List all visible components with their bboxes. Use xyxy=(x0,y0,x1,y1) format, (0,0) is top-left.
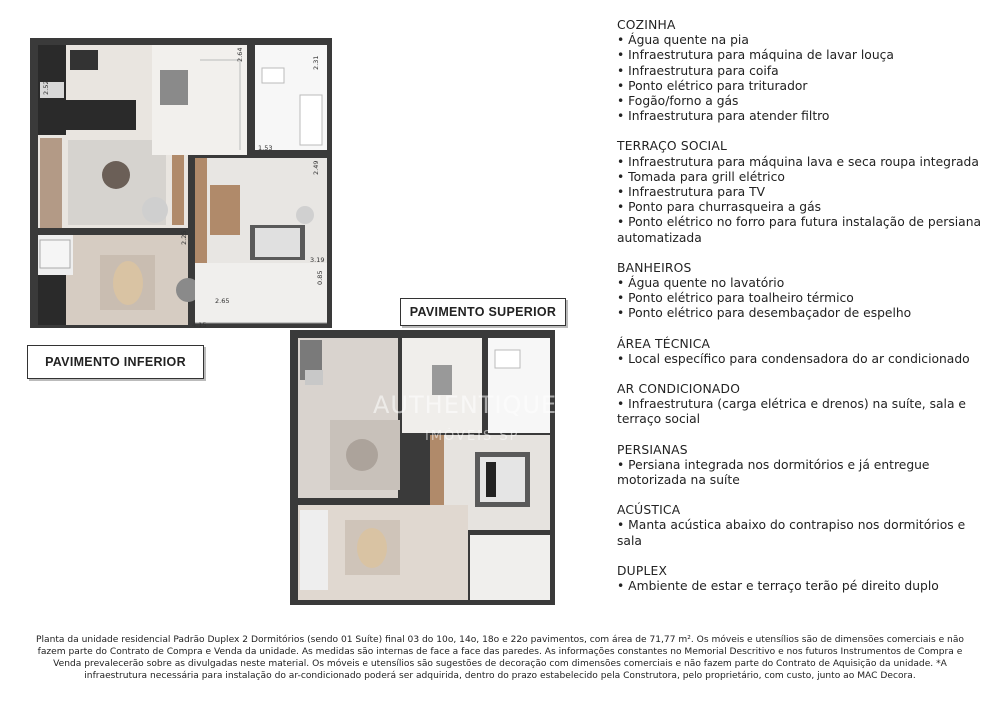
dim-label: 4.15 xyxy=(192,321,207,329)
spec-title: ACÚSTICA xyxy=(617,503,681,518)
bedroom-wardrobe xyxy=(195,158,207,263)
sofa xyxy=(40,138,62,228)
tv-panel xyxy=(172,150,184,225)
spec-section xyxy=(617,503,992,549)
desk xyxy=(210,185,240,235)
shower xyxy=(300,95,322,145)
spec-item: • Infraestrutura para máquina lava e seca roupa integrada xyxy=(617,155,992,170)
spec-section xyxy=(617,382,992,428)
toilet xyxy=(262,68,284,83)
spec-item: • Infraestrutura (carga elétrica e drenos) na suíte, sala e terraço social xyxy=(617,397,992,427)
kitchen-island xyxy=(66,100,136,130)
lower-floor-label: PAVIMENTO INFERIOR xyxy=(27,345,204,379)
bed-linen xyxy=(255,228,300,257)
dim-label: 2.25 xyxy=(180,230,188,245)
spec-item: • Infraestrutura para atender filtro xyxy=(617,109,992,124)
legal-disclaimer: Planta da unidade residencial Padrão Duplex 2 Dormitórios (sendo 01 Suíte) final 03 do 10o, 14o, 18o e 22o pavimentos, com área de 71,77 m². Os móveis e utensílios são de dimensões comerciais e não fazem parte do Contrato de Compra e Venda da unidade. As medidas são internas de face a face das paredes. As informações constantes no Memorial Descritivo e nos futuros Instrumentos de Compra e Venda prevalecerão sobre as divulgadas neste material. Os móveis e utensílios são sugestões de decoração com dimensões comerciais e não fazem parte do Contrato de Aquisição da unidade. *A infraestrutura necessária para instalação do ar-condicionado poderá ser adquirida, dentro do prazo estabelecido pela Construtora, pelo proprietário, com custo, junto ao MAC Decora. xyxy=(36,635,964,681)
spec-item: • Água quente no lavatório xyxy=(617,276,992,291)
upper-floor-label: PAVIMENTO SUPERIOR xyxy=(400,298,566,326)
spec-item: • Ponto elétrico no forro para futura instalação de persiana automatizada xyxy=(617,215,992,245)
spec-title: ÁREA TÉCNICA xyxy=(617,336,711,351)
spec-item: • Ponto elétrico para desembaçador de espelho xyxy=(617,306,992,321)
spec-section xyxy=(617,564,992,594)
grill-counter xyxy=(38,275,66,325)
spec-title: PERSIANAS xyxy=(617,442,688,457)
watermark-line1: AUTHENTIQUE xyxy=(373,391,558,419)
cooktop xyxy=(70,50,98,70)
spec-section xyxy=(617,443,992,489)
dim-label: 2.65 xyxy=(215,297,230,305)
spec-item: • Manta acústica abaixo do contrapiso nos dormitórios e sala xyxy=(617,518,992,548)
spec-item: • Ponto elétrico para toalheiro térmico xyxy=(617,291,992,306)
spec-item: • Água quente na pia xyxy=(617,33,992,48)
dim-label: 2.52 xyxy=(42,80,50,95)
spec-item: • Ponto elétrico para triturador xyxy=(617,79,992,94)
coffee-table xyxy=(102,161,130,189)
spec-title: TERRAÇO SOCIAL xyxy=(617,139,728,154)
upper-balcony xyxy=(470,535,550,600)
spec-item: • Fogão/forno a gás xyxy=(617,94,992,109)
spec-section xyxy=(617,337,992,367)
dim-label: 3.19 xyxy=(310,256,325,264)
spec-title: DUPLEX xyxy=(617,563,668,578)
washer xyxy=(40,240,70,268)
spec-title: AR CONDICIONADO xyxy=(617,382,741,397)
lower-floor-plan xyxy=(30,38,332,328)
spec-item: • Local específico para condensadora do ar condicionado xyxy=(617,352,992,367)
watermark-line2: IMÓVEIS SP xyxy=(425,429,520,444)
spec-section xyxy=(617,139,992,245)
dim-label: 2.31 xyxy=(312,55,320,70)
dim-label: 0.85 xyxy=(316,270,324,285)
balcony xyxy=(195,263,327,323)
upper-floor-plan xyxy=(290,330,558,605)
spec-title: COZINHA xyxy=(617,18,676,32)
bedroom-chair xyxy=(296,206,314,224)
spec-item: • Tomada para grill elétrico xyxy=(617,170,992,185)
spec-item: • Infraestrutura para máquina de lavar louça xyxy=(617,48,992,63)
spec-item: • Persiana integrada nos dormitórios e já entregue motorizada na suíte xyxy=(617,458,992,488)
armchair xyxy=(142,197,168,223)
dim-label: 2.49 xyxy=(312,160,320,175)
dim-label: 1.53 xyxy=(258,144,273,152)
spec-item: • Infraestrutura para coifa xyxy=(617,64,992,79)
spec-item: • Infraestrutura para TV xyxy=(617,185,992,200)
stair-void xyxy=(160,70,188,105)
spec-item: • Ponto para churrasqueira a gás xyxy=(617,200,992,215)
spec-title: BANHEIROS xyxy=(617,260,692,275)
specifications-list xyxy=(617,18,992,609)
spec-section xyxy=(617,18,992,124)
spec-section xyxy=(617,261,992,322)
spec-item: • Ambiente de estar e terraço terão pé direito duplo xyxy=(617,579,992,594)
dining-table xyxy=(113,261,143,305)
dim-label: 2.64 xyxy=(236,47,244,62)
